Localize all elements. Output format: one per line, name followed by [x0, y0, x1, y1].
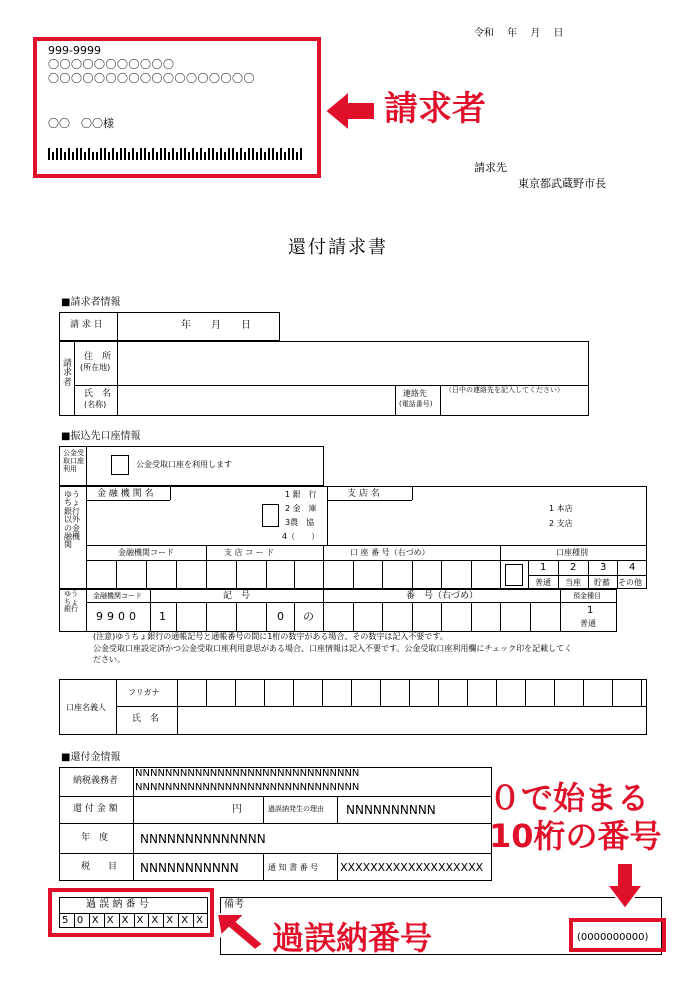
branch-type-2: 2 支店	[549, 519, 573, 528]
overpay-digit: X	[166, 915, 174, 926]
yucho-code-value: 9900	[96, 610, 140, 623]
annotation-ten-digit: 10桁の番号	[489, 817, 662, 855]
other-bank-label: ゆうちょ銀行以外の金融機関	[64, 490, 80, 550]
document-title: 還付請求書	[288, 237, 388, 258]
branch-name-label: 支 店 名	[347, 489, 380, 499]
account-holder-label: 口座名義人	[66, 703, 106, 712]
section-heading-refund: ■還付金情報	[61, 752, 121, 763]
account-type-current: 当座	[565, 578, 581, 587]
account-type-num-4: 4	[629, 562, 636, 573]
deposit-type-ordinary: 普通	[580, 619, 596, 628]
overpay-digit: 5	[62, 915, 69, 926]
account-note-1: (注意)ゆうちょ銀行の通帳記号と通帳番号の間に1桁の数字がある場合、その数字は記入不要です。	[93, 632, 448, 641]
taxpayer-line-2: NNNNNNNNNNNNNNNNNNNNNNNNNNNNNN	[135, 782, 360, 793]
address-line-1: 〇〇〇〇〇〇〇〇〇〇〇	[48, 58, 175, 71]
address-sub-label: (所在地)	[80, 363, 111, 372]
overpay-digit: X	[181, 915, 189, 926]
branch-code-label: 支 店 コ ー ド	[224, 548, 275, 557]
address-label: 住 所	[84, 352, 112, 362]
yucho-code-label: 金融機関コード	[93, 592, 142, 600]
overpay-digit: 0	[76, 915, 84, 926]
addressee-label: 請求先	[474, 161, 507, 174]
yucho-label: ゆうちょ銀行	[64, 590, 78, 614]
addressee-name: 東京都武蔵野市長	[518, 177, 606, 190]
overpay-digit: X	[106, 915, 114, 926]
symbol-label: 記 号	[223, 591, 251, 601]
account-note-2: 公金受取口座設定済かつ公金受取口座利用意思がある場合、口座情報は記入不要です。公金受取口座利用欄にチェック印を記載してく	[93, 644, 573, 653]
deposit-type-label: 預金種目	[573, 592, 601, 600]
taxpayer-line-1: NNNNNNNNNNNNNNNNNNNNNNNNNNNNNN	[135, 768, 360, 779]
contact-sub-label: (電話番号)	[399, 400, 433, 408]
overpay-digit: X	[196, 915, 203, 926]
tax-item-value: NNNNNNNNNNN	[140, 861, 239, 875]
notice-number-value: XXXXXXXXXXXXXXXXXXX	[340, 861, 484, 874]
tax-item-label: 税 目	[81, 862, 118, 872]
account-type-num-3: 3	[600, 562, 607, 573]
arrow-down-icon	[605, 861, 645, 911]
claimant-name: 〇〇 〇〇様	[48, 117, 114, 130]
annotation-overpay: 過誤納番号	[272, 919, 433, 957]
overpay-digit: X	[121, 915, 129, 926]
request-date-label: 請 求 日	[70, 320, 103, 330]
furigana-label: フリガナ	[128, 688, 160, 697]
fiscal-year-value: NNNNNNNNNNNNNN	[140, 832, 266, 846]
account-type-ordinary: 普通	[535, 578, 551, 587]
account-type-checkbox[interactable]	[505, 564, 523, 586]
claimant-info-table	[59, 341, 589, 416]
public-funds-checkbox[interactable]	[111, 455, 129, 475]
bank-type-4: 4（ ）	[282, 532, 320, 541]
account-number-label: 口 座 番 号（右づめ）	[350, 548, 430, 557]
account-type-num-2: 2	[570, 562, 577, 573]
remarks-value: (0000000000)	[577, 932, 649, 943]
refund-amount-unit: 円	[232, 804, 242, 815]
symbol-no-char: の	[303, 610, 314, 623]
date-header: 令和 年 月 日	[474, 28, 564, 39]
contact-label: 連絡先	[403, 389, 427, 398]
bank-name-label: 金 融 機 関 名	[97, 489, 154, 499]
overpay-number-highlight	[48, 888, 214, 937]
overpay-digit: X	[91, 915, 99, 926]
deposit-type-num: 1	[587, 605, 594, 616]
postal-code: 999-9999	[48, 44, 101, 57]
contact-note: （日中の連絡先を記入してください）	[445, 386, 564, 394]
bank-type-1: 1 銀 行	[285, 490, 317, 499]
public-funds-label: 公金受取口座利用	[63, 449, 84, 474]
remarks-label: 備考	[224, 899, 244, 910]
overpay-digit: X	[136, 915, 144, 926]
annotation-zero-start: ０で始まる	[489, 779, 650, 817]
remarks-number-highlight	[569, 918, 666, 952]
bank-type-3: 3農 協	[285, 518, 315, 527]
holder-name-label: 氏 名	[132, 714, 160, 724]
name-sub-label: (名称)	[84, 400, 107, 409]
overpay-number-label: 過 誤 納 番 号	[86, 899, 149, 910]
bank-type-2: 2 金 庫	[285, 504, 317, 513]
account-note-3: ださい。	[93, 655, 125, 664]
account-type-label: 口座種別	[556, 548, 588, 557]
annotation-claimant: 請求者	[384, 89, 486, 129]
section-heading-account: ■振込先口座情報	[61, 431, 141, 442]
account-type-savings: 貯蓄	[594, 578, 610, 587]
claimant-highlight-box	[33, 37, 321, 178]
yucho-table	[59, 589, 617, 632]
symbol-first-digit: 1	[159, 610, 166, 623]
symbol-last-digit: 0	[277, 610, 284, 623]
overpay-digit: X	[151, 915, 159, 926]
overpay-reason-label: 過誤納発生の理由	[268, 805, 324, 813]
claimant-side-label: 請求者	[63, 359, 73, 388]
name-label: 氏 名	[84, 389, 112, 399]
overpay-reason-value: NNNNNNNNNN	[346, 803, 436, 817]
address-line-2: 〇〇〇〇〇〇〇〇〇〇〇〇〇〇〇〇〇〇	[48, 72, 255, 85]
account-type-other: その他	[618, 578, 642, 587]
public-funds-text: 公金受取口座を利用します	[136, 460, 232, 469]
refund-amount-label: 還 付 金 額	[73, 804, 118, 814]
account-type-num-1: 1	[540, 562, 547, 573]
branch-type-1: 1 本店	[549, 504, 573, 513]
section-heading-claimant: ■請求者情報	[61, 297, 121, 308]
bank-code-label: 金融機関コード	[118, 548, 174, 557]
number-label: 番 号（右づめ）	[406, 591, 479, 601]
taxpayer-label: 納税義務者	[73, 776, 119, 786]
bank-type-checkbox[interactable]	[262, 504, 279, 527]
fiscal-year-label: 年 度	[81, 833, 109, 843]
request-date-value[interactable]: 年 月 日	[181, 320, 251, 331]
arrow-up-left-icon	[215, 910, 265, 952]
notice-number-label: 通 知 書 番 号	[268, 863, 319, 872]
arrow-left-icon	[323, 88, 377, 134]
